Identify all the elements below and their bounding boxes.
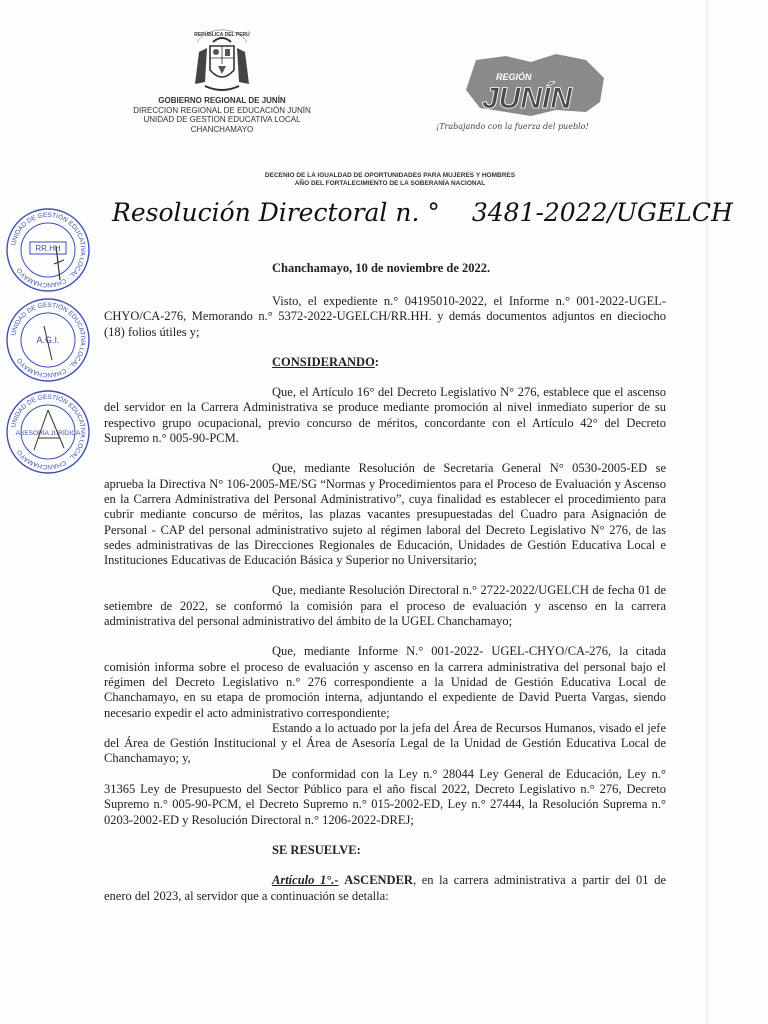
se-resuelve-heading: SE RESUELVE:: [272, 842, 361, 857]
articulo-1-paragraph: [104, 873, 666, 904]
articulo-1-text: , en la carrera administrativa a partir del 01 de enero del 2023, al servidor que a continuación se detalla:: [104, 873, 666, 903]
resolution-number: 3481-2022/UGELCH: [471, 198, 733, 227]
seal-ring-text: UNIDAD DE GESTIÓN EDUCATIVA LOCAL · CHANCHAMAYO: [10, 301, 87, 379]
considerando-paragraph-3: Que, mediante Resolución Directoral n.° 2722-2022/UGELCH de fecha 01 de setiembre de 2022, se conformó la comisión para el proceso de evaluación y ascenso en la carrera administrativa del personal administrativo del ámbito de la UGEL Chanchamayo;: [104, 583, 666, 629]
considerando-paragraph-4: Que, mediante Informe N.° 001-2022- UGEL-CHYO/CA-276, la citada comisión informa sobre el proceso de evaluación y ascenso en la carrera administrativa del personal bajo el régimen del Decreto Legislativo n.° 276 correspondiente a la Unidad de Gestión Educativa Local de Chanchamayo, en su etapa de promoción interna, adjuntando el expediente de David Puerta Vargas, siendo necesario expedir el acto administrativo correspondiente;: [104, 644, 666, 720]
header-line-unidad: UNIDAD DE GESTION EDUCATIVA LOCAL: [143, 115, 301, 124]
visto-paragraph: Visto, el expediente n.° 04195010-2022, el Informe n.° 001-2022-UGEL-CHYO/CA-276, Memorando n.° 5372-2022-UGELCH/RR.HH. y demás documentos adjuntos en dieciocho (18) folios útiles y;: [104, 294, 666, 339]
seal-ring-text: UNIDAD DE GESTIÓN EDUCATIVA LOCAL · CHANCHAMAYO: [10, 393, 87, 471]
resolution-title-label: Resolución Directoral n. °: [112, 198, 440, 227]
peru-coat-of-arms-icon: [177, 24, 267, 94]
rrhh-seal-icon: [4, 206, 92, 294]
seal-center-text: A.G.I.: [36, 335, 60, 345]
resolution-title: [112, 198, 733, 227]
asesoria-seal-icon: [4, 388, 92, 476]
seal-center-text: ASESORÍA JURÍDICA: [15, 430, 81, 437]
header-line-chanchamayo: CHANCHAMAYO: [190, 124, 254, 134]
crest-caption: REPÚBLICA DEL PERÚ: [194, 32, 250, 38]
page-fold-line: [706, 0, 708, 1024]
seal-center-text: RR.HH: [35, 244, 61, 253]
considerando-paragraph-1: Que, el Artículo 16° del Decreto Legislativo N° 276, establece que el ascenso del servidor en la Carrera Administrativa se produce mediante promoción al nivel inmediato superior de su respectivo grupo ocupacional, previo concurso de méritos, concordante con el Artículo 42° del Decreto Supremo n.° 005-90-PCM.: [104, 385, 666, 446]
resolution-body: Visto, el expediente n.° 04195010-2022, el Informe n.° 001-2022-UGEL-CHYO/CA-276, Memorando n.° 5372-2022-UGELCH/RR.HH. y demás documentos adjuntos en dieciocho (18) folios útiles y; CONSIDERANDO: Que, el Artículo 16° del Decreto Legislativo N° 276, establece que el ascenso del servidor en la Carrera Administrativa se produce mediante promoción al nivel inmediato superior de su respectivo grupo ocupacional, previo concurso de méritos, concordante con el Artículo 42° del Decreto Supremo n.° 005-90-PCM. Que, mediante Resolución de Secretaria General N° 0530-2005-ED se aprueba la Directiva N° 106-2005-ME/SG “Normas y Procedimientos para el Proceso de Evaluación y Ascenso en la Carrera Administrativa del Personal Administrativo”, cuya finalidad es establecer el procedimiento para cubrir mediante concurso de méritos, las plazas vacantes presupuestadas del Cuadro para Asignación de Personal - CAP del personal administrativo sujeto al régimen laboral del Decreto Legislativo N° 276, de las sedes administrativas de las Direcciones Regionales de Educación, Unidades de Gestión Educativa Local e Instituciones Educativas de Educación Básica y Superior no Universitario; Que, mediante Resolución Directoral n.° 2722-2022/UGELCH de fecha 01 de setiembre de 2022, se conformó la comisión para el proceso de evaluación y ascenso en la carrera administrativa del personal administrativo del ámbito de la UGEL Chanchamayo; Que, mediante Informe N.° 001-2022- UGEL-CHYO/CA-276, la citada comisión informa sobre el proceso de evaluación y ascenso en la carrera administrativa del personal bajo el régimen del Decreto Legislativo n.° 276 correspondiente a la Unidad de Gestión Educativa Local de Chanchamayo, en su etapa de promoción interna, adjuntando el expediente de David Puerta Vargas, siendo necesario expedir el acto administrativo correspondiente; Estando a lo actuado por la jefa del Área de Recursos Humanos, visado el jefe del Área de Gestión Institucional y el Área de Asesoría Legal de la Unidad de Gestión Educativa Local de Chanchamayo; y, De conformidad con la Ley n.° 28044 Ley General de Educación, Ley n.° 31365 Ley de Presupuesto del Sector Público para el año fiscal 2022, Decreto Legislativo n.° 276, Decreto Supremo n.° 005-90-PCM, el Decreto Supremo n.° 015-2002-ED, Ley n.° 27444, la Resolución Suprema n.° 0203-2002-ED y Resolución Directoral n.° 1206-2022-DREJ; SE RESUELVE: Artículo 1°.- ASCENDER, en la carrera administrativa a partir del 01 de enero del 2023, al servidor que a continuación se detalla:: [104, 294, 666, 903]
articulo-1-label: Artículo 1°.-: [272, 873, 339, 888]
decenio-line-1: DECENIO DE LA IGUALDAD DE OPORTUNIDADES PARA MUJERES Y HOMBRES: [264, 172, 516, 179]
considerando-heading: CONSIDERANDO: [272, 354, 375, 369]
institution-header: [112, 24, 332, 134]
decenio-header: [240, 172, 540, 188]
logo-region-text: REGIÓN: [496, 72, 532, 82]
considerando-paragraph-6: De conformidad con la Ley n.° 28044 Ley General de Educación, Ley n.° 31365 Ley de Presupuesto del Sector Público para el año fiscal 2022, Decreto Legislativo n.° 276, Decreto Supremo n.° 005-90-PCM, el Decreto Supremo n.° 015-2002-ED, Ley n.° 27444, la Resolución Suprema n.° 0203-2002-ED y Resolución Directoral n.° 1206-2022-DREJ;: [104, 766, 666, 827]
considerando-paragraph-2: Que, mediante Resolución de Secretaria General N° 0530-2005-ED se aprueba la Directiva N° 106-2005-ME/SG “Normas y Procedimientos para el Proceso de Evaluación y Ascenso en la Carrera Administrativa del Personal Administrativo”, cuya finalidad es establecer el procedimiento para cubrir mediante concurso de méritos, las plazas vacantes presupuestadas del Cuadro para Asignación de Personal - CAP del personal administrativo sujeto al régimen laboral del Decreto Legislativo N° 276, de las sedes administrativas de las Direcciones Regionales de Educación, Unidades de Gestión Educativa Local e Instituciones Educativas de Educación Básica y Superior no Universitario;: [104, 461, 666, 568]
header-line-gobierno: GOBIERNO REGIONAL DE JUNÍN: [158, 96, 286, 105]
header-line-direccion: DIRECCION REGIONAL DE EDUCACIÓN JUNÍN: [133, 105, 311, 115]
agi-seal-icon: [4, 296, 92, 384]
logo-junin-text: JUNÍN: [482, 82, 573, 115]
resolution-date: Chanchamayo, 10 de noviembre de 2022.: [272, 261, 491, 275]
seal-ring-text: UNIDAD DE GESTIÓN EDUCATIVA LOCAL · CHANCHAMAYO: [10, 211, 87, 289]
considerando-paragraph-5: Estando a lo actuado por la jefa del Área de Recursos Humanos, visado el jefe del Área de Gestión Institucional y el Área de Asesoría Legal de la Unidad de Gestión Educativa Local de Chanchamayo; y,: [104, 720, 666, 766]
logo-tagline: ¡Trabajando con la fuerza del pueblo!: [436, 122, 589, 131]
decenio-line-2: AÑO DEL FORTALECIMIENTO DE LA SOBERANÍA NACIONAL: [294, 180, 486, 187]
articulo-1-verb: ASCENDER: [344, 873, 413, 888]
